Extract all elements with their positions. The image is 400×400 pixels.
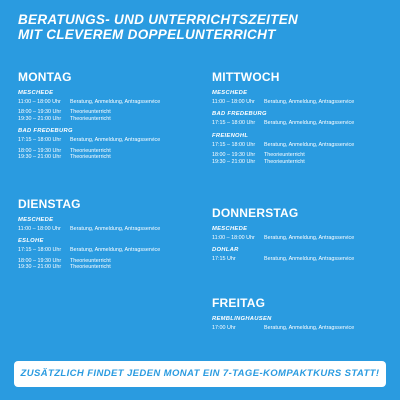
schedule-time: 17:00 Uhr — [212, 325, 236, 331]
location-group-bad-fredeburg — [18, 128, 203, 160]
schedule-desc: Beratung, Anmeldung, Antragsservice — [264, 256, 355, 263]
schedule-time: 19:30 – 21:00 Uhr — [18, 115, 62, 122]
schedule-time: 19:30 – 21:00 Uhr — [212, 158, 256, 165]
schedule-row — [18, 226, 203, 232]
location-name: BAD FREDEBURG — [18, 128, 73, 135]
day-block-montag — [18, 70, 203, 164]
day-block-dienstag — [18, 197, 203, 275]
schedule-time: 11:00 – 18:00 Uhr — [18, 99, 61, 105]
schedule-time: 11:00 – 18:00 Uhr — [212, 99, 255, 105]
location-group-meschede — [18, 90, 203, 122]
schedule-time: 18:00 – 19:30 Uhr — [212, 152, 256, 159]
day-title-montag: MONTAG — [18, 70, 72, 84]
schedule-time: 17:15 – 18:00 Uhr — [18, 137, 62, 144]
schedule-desc: Beratung, Anmeldung, Antragsservice — [70, 99, 161, 105]
kompaktkurs-banner: ZUSÄTZLICH FINDET JEDEN MONAT EIN 7-TAGE-KOMPAKTKURS STATT! — [14, 361, 386, 387]
schedule-row — [18, 264, 203, 270]
schedule-time: 11:00 – 18:00 Uhr — [18, 226, 61, 232]
day-title-freitag: FREITAG — [212, 296, 266, 310]
schedule-row — [212, 159, 397, 165]
schedule-row — [212, 99, 397, 105]
schedule-desc: Theorieunterricht — [70, 264, 111, 271]
header-title-line-2: MIT CLEVEREM DOPPELUNTERRICHT — [18, 27, 276, 42]
schedule-desc: Beratung, Anmeldung, Antragsservice — [264, 120, 355, 127]
location-group-meschede — [18, 217, 203, 232]
schedule-time: 17:15 – 18:00 Uhr — [212, 141, 256, 148]
schedule-desc: Beratung, Anmeldung, Antragsservice — [264, 235, 355, 241]
location-name: ESLOHE — [18, 238, 44, 245]
location-name: BAD FREDEBURG — [212, 111, 267, 118]
location-group-dohlar — [212, 247, 397, 262]
schedule-time: 18:00 – 19:30 Uhr — [18, 147, 62, 154]
schedule-time: 19:30 – 21:00 Uhr — [18, 264, 62, 271]
location-name: MESCHEDE — [18, 217, 54, 223]
location-name: DOHLAR — [212, 247, 239, 254]
schedule-row — [18, 154, 203, 160]
schedule-row — [18, 116, 203, 122]
schedule-desc: Beratung, Anmeldung, Antragsservice — [70, 226, 161, 232]
schedule-desc: Theorieunterricht — [70, 115, 111, 122]
location-name: MESCHEDE — [18, 90, 54, 96]
schedule-time: 18:00 – 19:30 Uhr — [18, 109, 62, 116]
schedule-desc: Beratung, Anmeldung, Antragsservice — [264, 99, 355, 105]
schedule-desc: Beratung, Anmeldung, Antragsservice — [264, 141, 355, 148]
schedule-desc: Theorieunterricht — [264, 158, 305, 165]
header-title-line-1: BERATUNGS- UND UNTERRICHTSZEITEN — [18, 12, 299, 27]
schedule-desc: Theorieunterricht — [70, 154, 111, 161]
day-block-mittwoch — [212, 70, 397, 169]
location-group-freienohl — [212, 133, 397, 165]
schedule-time: 17:15 Uhr — [212, 256, 236, 263]
schedule-time: 18:00 – 19:30 Uhr — [18, 257, 62, 264]
location-group-meschede — [212, 226, 397, 241]
schedule-desc: Theorieunterricht — [70, 257, 111, 264]
schedule-desc: Beratung, Anmeldung, Antragsservice — [70, 247, 161, 254]
schedule-desc: Theorieunterricht — [70, 109, 111, 116]
schedule-time: 11:00 – 18:00 Uhr — [212, 235, 255, 241]
schedule-row — [212, 325, 397, 331]
page-header — [18, 12, 388, 42]
schedule-desc: Theorieunterricht — [264, 152, 305, 159]
schedule-row — [212, 235, 397, 241]
day-title-donnerstag: DONNERSTAG — [212, 206, 299, 220]
day-block-donnerstag — [212, 206, 397, 267]
day-title-mittwoch: MITTWOCH — [212, 70, 280, 84]
schedule-time: 17:15 – 18:00 Uhr — [212, 120, 256, 127]
day-block-freitag — [212, 296, 397, 335]
schedule-time: 19:30 – 21:00 Uhr — [18, 154, 62, 161]
location-name: MESCHEDE — [212, 90, 248, 96]
location-name: MESCHEDE — [212, 226, 248, 232]
location-group-bad-fredeburg — [212, 111, 397, 126]
schedule-row — [212, 120, 397, 126]
location-name: FREIENOHL — [212, 132, 249, 139]
schedule-time: 17:15 – 18:00 Uhr — [18, 247, 62, 254]
location-group-remblinghausen — [212, 316, 397, 331]
schedule-row — [212, 256, 397, 262]
schedule-desc: Beratung, Anmeldung, Antragsservice — [70, 137, 161, 144]
location-group-eslohe — [18, 238, 203, 270]
day-title-dienstag: DIENSTAG — [18, 197, 81, 211]
schedule-desc: Theorieunterricht — [70, 147, 111, 154]
location-group-meschede — [212, 90, 397, 105]
location-name: REMBLINGHAUSEN — [212, 316, 272, 322]
schedule-desc: Beratung, Anmeldung, Antragsservice — [264, 325, 355, 331]
